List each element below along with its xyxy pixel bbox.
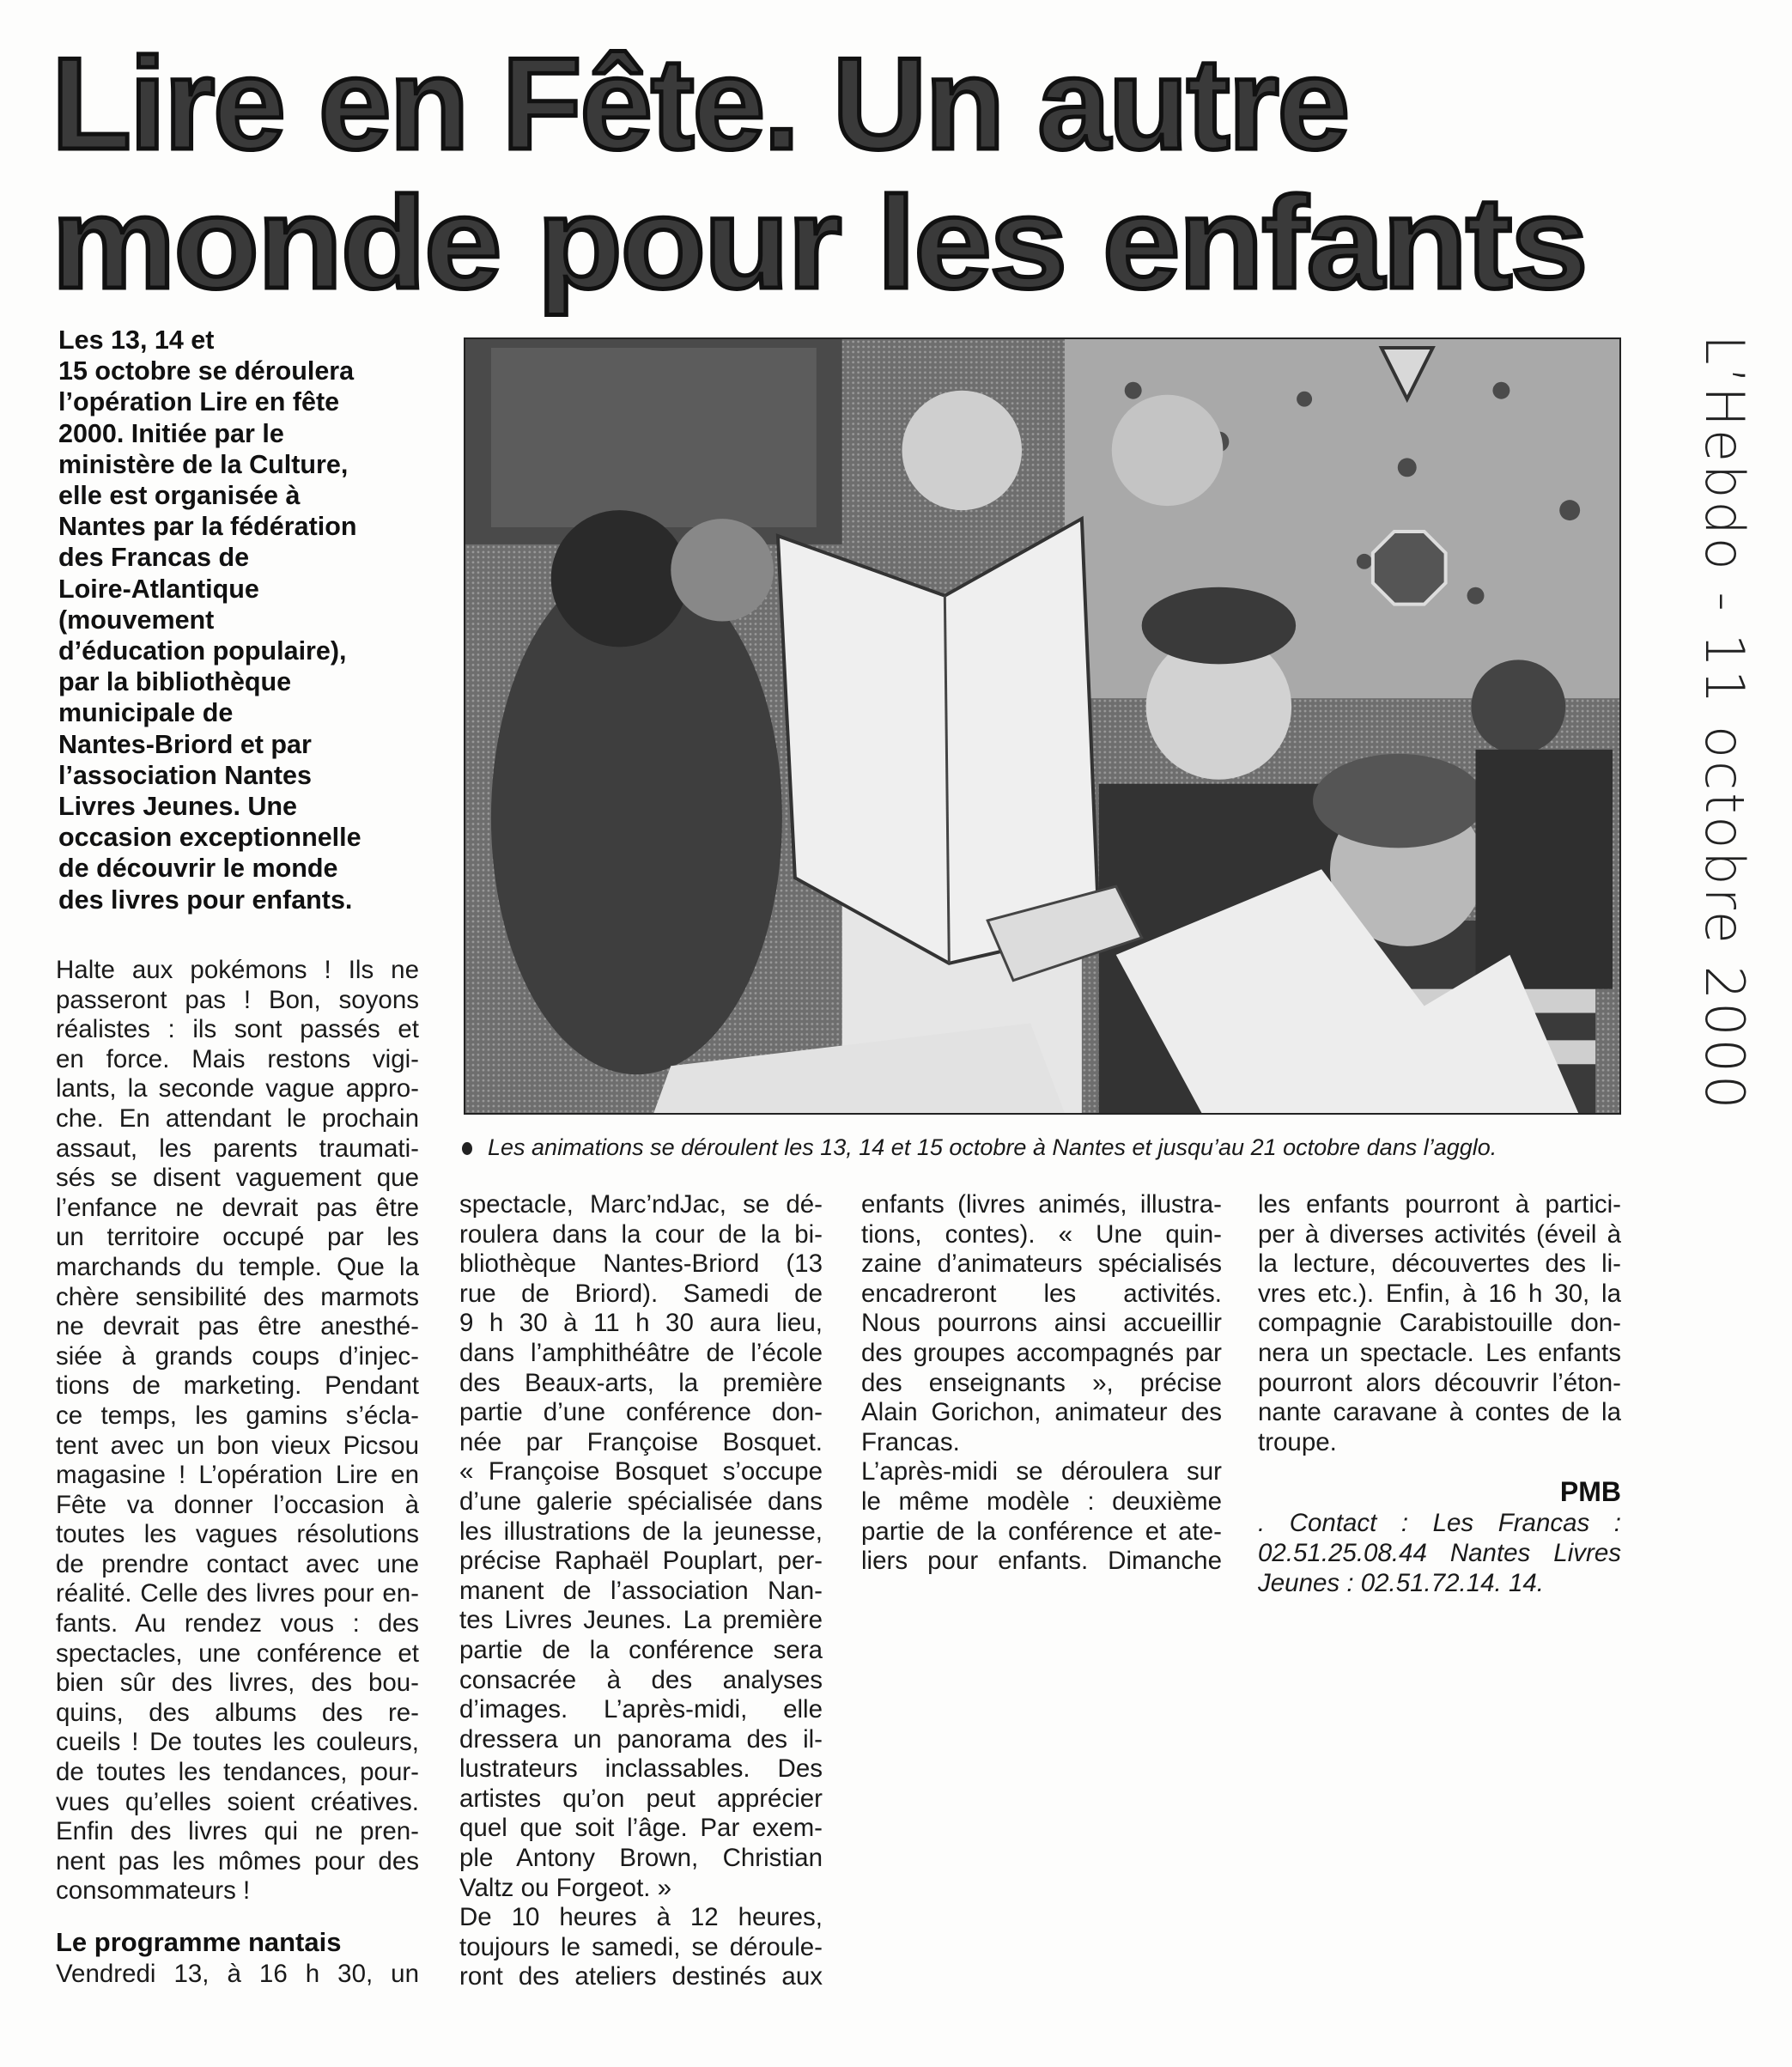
text-line: De 10 heures à 12 heures,	[459, 1903, 823, 1932]
text-line: cueils ! De toutes les couleurs,	[56, 1728, 419, 1757]
text-line: réalistes : ils sont passés et	[56, 1015, 419, 1044]
lead-line: l’association Nantes	[58, 760, 312, 790]
text-line: encadreront les activités.	[861, 1279, 1222, 1308]
lead-line: 2000. Initiée par le	[58, 418, 284, 448]
text-line: consommateurs !	[56, 1876, 251, 1906]
text-line: 9 h 30 à 11 h 30 aura lieu,	[459, 1309, 823, 1338]
text-line: zaine d’animateurs spécialisés	[861, 1249, 1222, 1279]
lead-line: des Francas de	[58, 543, 250, 573]
lead-line: Nantes par la fédération	[58, 512, 357, 542]
handwritten-note	[1661, 335, 1765, 1112]
text-line: . Contact : Les Francas :	[1258, 1509, 1621, 1538]
text-line: L’après-midi se déroulera sur	[861, 1457, 1222, 1486]
photo-caption-text: Les animations se déroulent les 13, 14 et 15 octobre à Nantes et jusqu’au 21 octobre dans l’agglo.	[488, 1134, 1497, 1160]
text-line: dans l’amphithéâtre de l’école	[459, 1338, 823, 1367]
headline-line-1: Lire en Fête. Un autre	[52, 31, 1349, 177]
author-byline: PMB	[1559, 1476, 1621, 1508]
text-line: de toutes les tendances, pour-	[56, 1758, 419, 1787]
text-line: en force. Mais restons vigi-	[56, 1044, 419, 1073]
lead-line: des livres pour enfants.	[58, 885, 353, 915]
lead-line: elle est organisée à	[58, 481, 301, 511]
text-line: troupe.	[1258, 1427, 1337, 1456]
text-line: rue de Briord). Samedi de	[459, 1279, 823, 1308]
text-line: d’une galerie spécialisée dans	[459, 1486, 823, 1516]
contact-info	[1258, 1509, 1621, 1598]
text-line: tions de marketing. Pendant	[56, 1371, 419, 1401]
article-column-4	[1258, 1190, 1621, 1598]
headline	[52, 31, 1623, 316]
text-line: nante caravane à contes de la	[1258, 1398, 1621, 1427]
text-line: quins, des albums des re-	[56, 1698, 419, 1727]
text-line: ple Antony Brown, Christian	[459, 1844, 823, 1873]
text-line: « Françoise Bosquet s’occupe	[459, 1457, 823, 1486]
lead-line: Les 13, 14 et	[58, 325, 215, 355]
text-line: Enfin des livres qui ne pren-	[56, 1817, 419, 1846]
text-line: magasine ! L’opération Lire en	[56, 1461, 419, 1490]
lead-line: Loire-Atlantique	[58, 574, 259, 604]
lead-paragraph	[58, 325, 410, 915]
lead-line: (mouvement	[58, 605, 215, 635]
text-line: Nous pourrons ainsi accueillir	[861, 1309, 1222, 1338]
text-line: pourront alors découvrir l’éton-	[1258, 1368, 1621, 1397]
text-line: un territoire occupé par les	[56, 1223, 419, 1252]
text-line: marchands du temple. Que la	[56, 1252, 419, 1281]
headline-line-2: monde pour les enfants	[52, 170, 1587, 316]
text-line: Halte aux pokémons ! Ils ne	[56, 956, 419, 984]
children-reading-photo	[465, 339, 1619, 1113]
column-1-body	[56, 956, 419, 1906]
text-line: ce temps, les gamins s’écla-	[56, 1401, 419, 1430]
article-column-2	[459, 1190, 823, 1992]
text-line: nent pas les mômes pour des	[56, 1846, 419, 1875]
text-line: lustrateurs inclassables. Des	[459, 1754, 823, 1784]
text-line: de prendre contact avec une	[56, 1549, 419, 1578]
text-line: Francas.	[861, 1427, 960, 1456]
lead-line: de découvrir le monde	[58, 854, 338, 884]
lead-line: ministère de la Culture,	[58, 449, 349, 479]
text-line: nera un spectacle. Les enfants	[1258, 1338, 1621, 1367]
lead-line: Nantes-Briord et par	[58, 729, 312, 759]
lead-line: par la bibliothèque	[58, 667, 292, 697]
text-line: siée à grands coups d’injec-	[56, 1341, 419, 1371]
text-line: spectacles, une conférence et	[56, 1638, 419, 1668]
text-line: des groupes accompagnés par	[861, 1338, 1222, 1367]
text-line: spectacle, Marc’ndJac, se dé-	[459, 1190, 823, 1219]
text-line: ne devrait pas être anesthé-	[56, 1312, 419, 1341]
text-line: née par Françoise Bosquet.	[459, 1427, 823, 1456]
text-line: d’images. L’après-midi, elle	[459, 1695, 823, 1724]
text-line: quel que soit l’âge. Par exem-	[459, 1814, 823, 1843]
text-line: passeront pas ! Bon, soyons	[56, 985, 419, 1014]
text-line: tions, contes). « Une quin-	[861, 1219, 1222, 1249]
column-1-section-body	[56, 1960, 419, 1990]
text-line: per à diverses activités (éveil à	[1258, 1219, 1621, 1249]
article-column-1	[56, 956, 419, 1990]
text-line: sés se disent vaguement que	[56, 1164, 419, 1193]
text-line: la lecture, découvertes des li-	[1258, 1249, 1621, 1279]
handwritten-note-text: L’Hebdo - 11 octobre 2000	[1693, 335, 1756, 1112]
text-line: bliothèque Nantes-Briord (13	[459, 1249, 823, 1279]
text-line: vres etc.). Enfin, à 16 h 30, la	[1258, 1279, 1621, 1308]
text-line: manent de l’association Nan-	[459, 1576, 823, 1605]
text-line: consacrée à des analyses	[459, 1665, 823, 1694]
text-line: toujours le samedi, se déroule-	[459, 1932, 823, 1961]
text-line: Jeunes : 02.51.72.14. 14.	[1258, 1568, 1544, 1597]
text-line: enfants (livres animés, illustra-	[861, 1190, 1222, 1219]
text-line: ront des ateliers destinés aux	[459, 1962, 823, 1991]
text-line: assaut, les parents traumati-	[56, 1134, 419, 1163]
lead-line: municipale de	[58, 698, 234, 728]
text-line: Fête va donner l’occasion à	[56, 1490, 419, 1519]
text-line: bien sûr des livres, des bou-	[56, 1669, 419, 1698]
text-line: roulera dans la cour de la bi-	[459, 1219, 823, 1249]
text-line: Vendredi 13, à 16 h 30, un	[56, 1960, 419, 1988]
text-line: artistes qu’on peut apprécier	[459, 1784, 823, 1813]
text-line: partie de la conférence sera	[459, 1635, 823, 1664]
lead-line: Livres Jeunes. Une	[58, 792, 298, 822]
text-line: réalité. Celle des livres pour en-	[56, 1579, 419, 1608]
text-line: tes Livres Jeunes. La première	[459, 1606, 823, 1635]
text-line: l’enfance ne devrait pas être	[56, 1193, 419, 1222]
section-heading: Le programme nantais	[56, 1927, 342, 1957]
text-line: chère sensibilité des marmots	[56, 1282, 419, 1311]
text-line: des enseignants », précise	[861, 1368, 1222, 1397]
text-line: les enfants pourront à partici-	[1258, 1190, 1621, 1219]
text-line: les illustrations de la jeunesse,	[459, 1517, 823, 1546]
text-line: précise Raphaël Pouplart, per-	[459, 1547, 823, 1576]
lead-line: occasion exceptionnelle	[58, 823, 361, 853]
bullet-icon	[462, 1142, 472, 1155]
column-4-body	[1258, 1190, 1621, 1457]
text-line: partie de la conférence et ate-	[861, 1517, 1222, 1546]
text-line: 02.51.25.08.44 Nantes Livres	[1258, 1538, 1621, 1567]
text-line: dressera un panorama des il-	[459, 1724, 823, 1754]
article-column-3	[861, 1190, 1222, 1577]
text-line: fants. Au rendez vous : des	[56, 1609, 419, 1638]
photo-caption	[462, 1132, 1621, 1163]
text-line: Alain Gorichon, animateur des	[861, 1398, 1222, 1427]
article-photo	[464, 337, 1621, 1115]
lead-line: l’opération Lire en fête	[58, 387, 340, 417]
text-line: che. En attendant le prochain	[56, 1103, 419, 1133]
lead-line: d’éducation populaire),	[58, 636, 347, 666]
text-line: tent avec un bon vieux Picsou	[56, 1431, 419, 1460]
text-line: vues qu’elles soient créatives.	[56, 1787, 419, 1816]
text-line: des Beaux-arts, la première	[459, 1368, 823, 1397]
text-line: toutes les vagues résolutions	[56, 1520, 419, 1549]
text-line: compagnie Carabistouille don-	[1258, 1309, 1621, 1338]
text-line: Valtz ou Forgeot. »	[459, 1873, 672, 1902]
text-line: partie d’une conférence don-	[459, 1398, 823, 1427]
text-line: lants, la seconde vague appro-	[56, 1074, 419, 1103]
lead-line: 15 octobre se déroulera	[58, 356, 355, 386]
text-line: le même modèle : deuxième	[861, 1486, 1222, 1516]
text-line: liers pour enfants. Dimanche	[861, 1547, 1222, 1576]
